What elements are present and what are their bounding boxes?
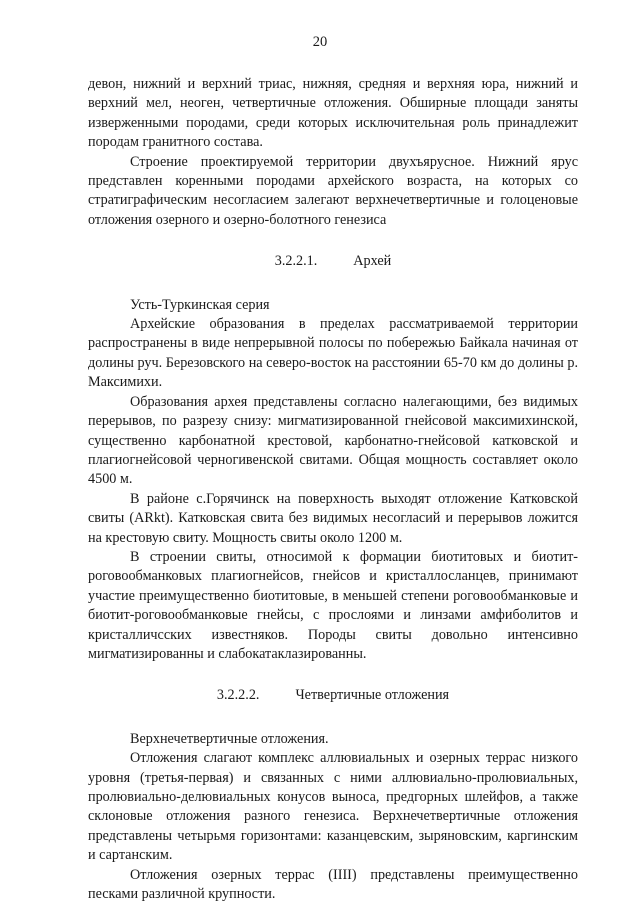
intro-paragraph-2: Строение проектируемой территории двухъярусное. Нижний ярус представлен коренными породами архейского возраста, на которых со стратиграфическим несогласием залегают верхнечетвертичные и голоценовые отложения озерного и озерно-болотного генезиса bbox=[88, 153, 578, 228]
quaternary-paragraph-2: Отложения озерных террас (IIII) представлены преимущественно песками различной крупности. bbox=[88, 866, 578, 903]
page-number: 20 bbox=[312, 34, 328, 50]
archean-paragraph-4: В строении свиты, относимой к формации биотитовых и биотит-роговообманковых плагиогнейсов, гнейсов и кристаллосланцев, принимают участие преимущественно биотитовые, в меньшей степени роговообманковые и биотит-роговообманковые гнейсы, с прослоями и линзами амфиболитов и кристалличсских известняков. Породы свиты довольно интенсивно мигматизированны и слабокатаклазированны. bbox=[88, 548, 578, 662]
section-title: Четвертичные отложения bbox=[295, 687, 450, 704]
intro-paragraph-1: девон, нижний и верхний триас, нижняя, средняя и верхняя юра, нижний и верхний мел, неоген, четвертичные отложения. Обширные площади заняты изверженными породами, среди которых исключительная роль принадлежит породам гранитного состава. bbox=[88, 76, 578, 151]
section-heading-archean bbox=[88, 252, 578, 271]
subsection-label: Верхнечетвертичные отложения. bbox=[130, 730, 329, 747]
page-body bbox=[88, 75, 578, 904]
archean-paragraph-1: Архейские образования в пределах рассматриваемой территории распространены в виде непрерывной полосы по побережью Байкала начиная от долины руч. Березовского на северо-восток на расстоянии 65-70 км до долины р. Максимихи. bbox=[88, 316, 578, 391]
quaternary-paragraph-1: Отложения слагают комплекс аллювиальных и озерных террас низкого уровня (третья-первая) и связанных с ними аллювиально-пролювиальных, пролювиально-делювиальных конусов выноса, предгорных шлейфов, а также склоновые отложения разного генезиса. Верхнечетвертичные отложения представлены четырьмя горизонтами: казанцевским, зыряновским, каргинским и сартанским. bbox=[88, 750, 578, 864]
series-label: Усть-Туркинская серия bbox=[130, 296, 270, 313]
section-number: 3.2.2.1. bbox=[274, 253, 318, 270]
archean-paragraph-3: В районе с.Горячинск на поверхность выходят отложение Катковской свиты (ARkt). Катковская свита без видимых несогласий и перерывов ложится на крестовую свиту. Мощность свиты около 1200 м. bbox=[88, 490, 578, 546]
section-number: 3.2.2.2. bbox=[216, 687, 260, 704]
section-heading-quaternary bbox=[88, 686, 578, 705]
section-title: Архей bbox=[353, 253, 392, 270]
archean-paragraph-2: Образования архея представлены согласно налегающими, без видимых перерывов, по разрезу снизу: мигматизированной гнейсовой максимихинской, существенно карбонатной крестовой, карбонатно-гнейсовой катковской и плагиогнейсовой черногивенской свитами. Общая мощность составляет около 4500 м. bbox=[88, 393, 578, 488]
